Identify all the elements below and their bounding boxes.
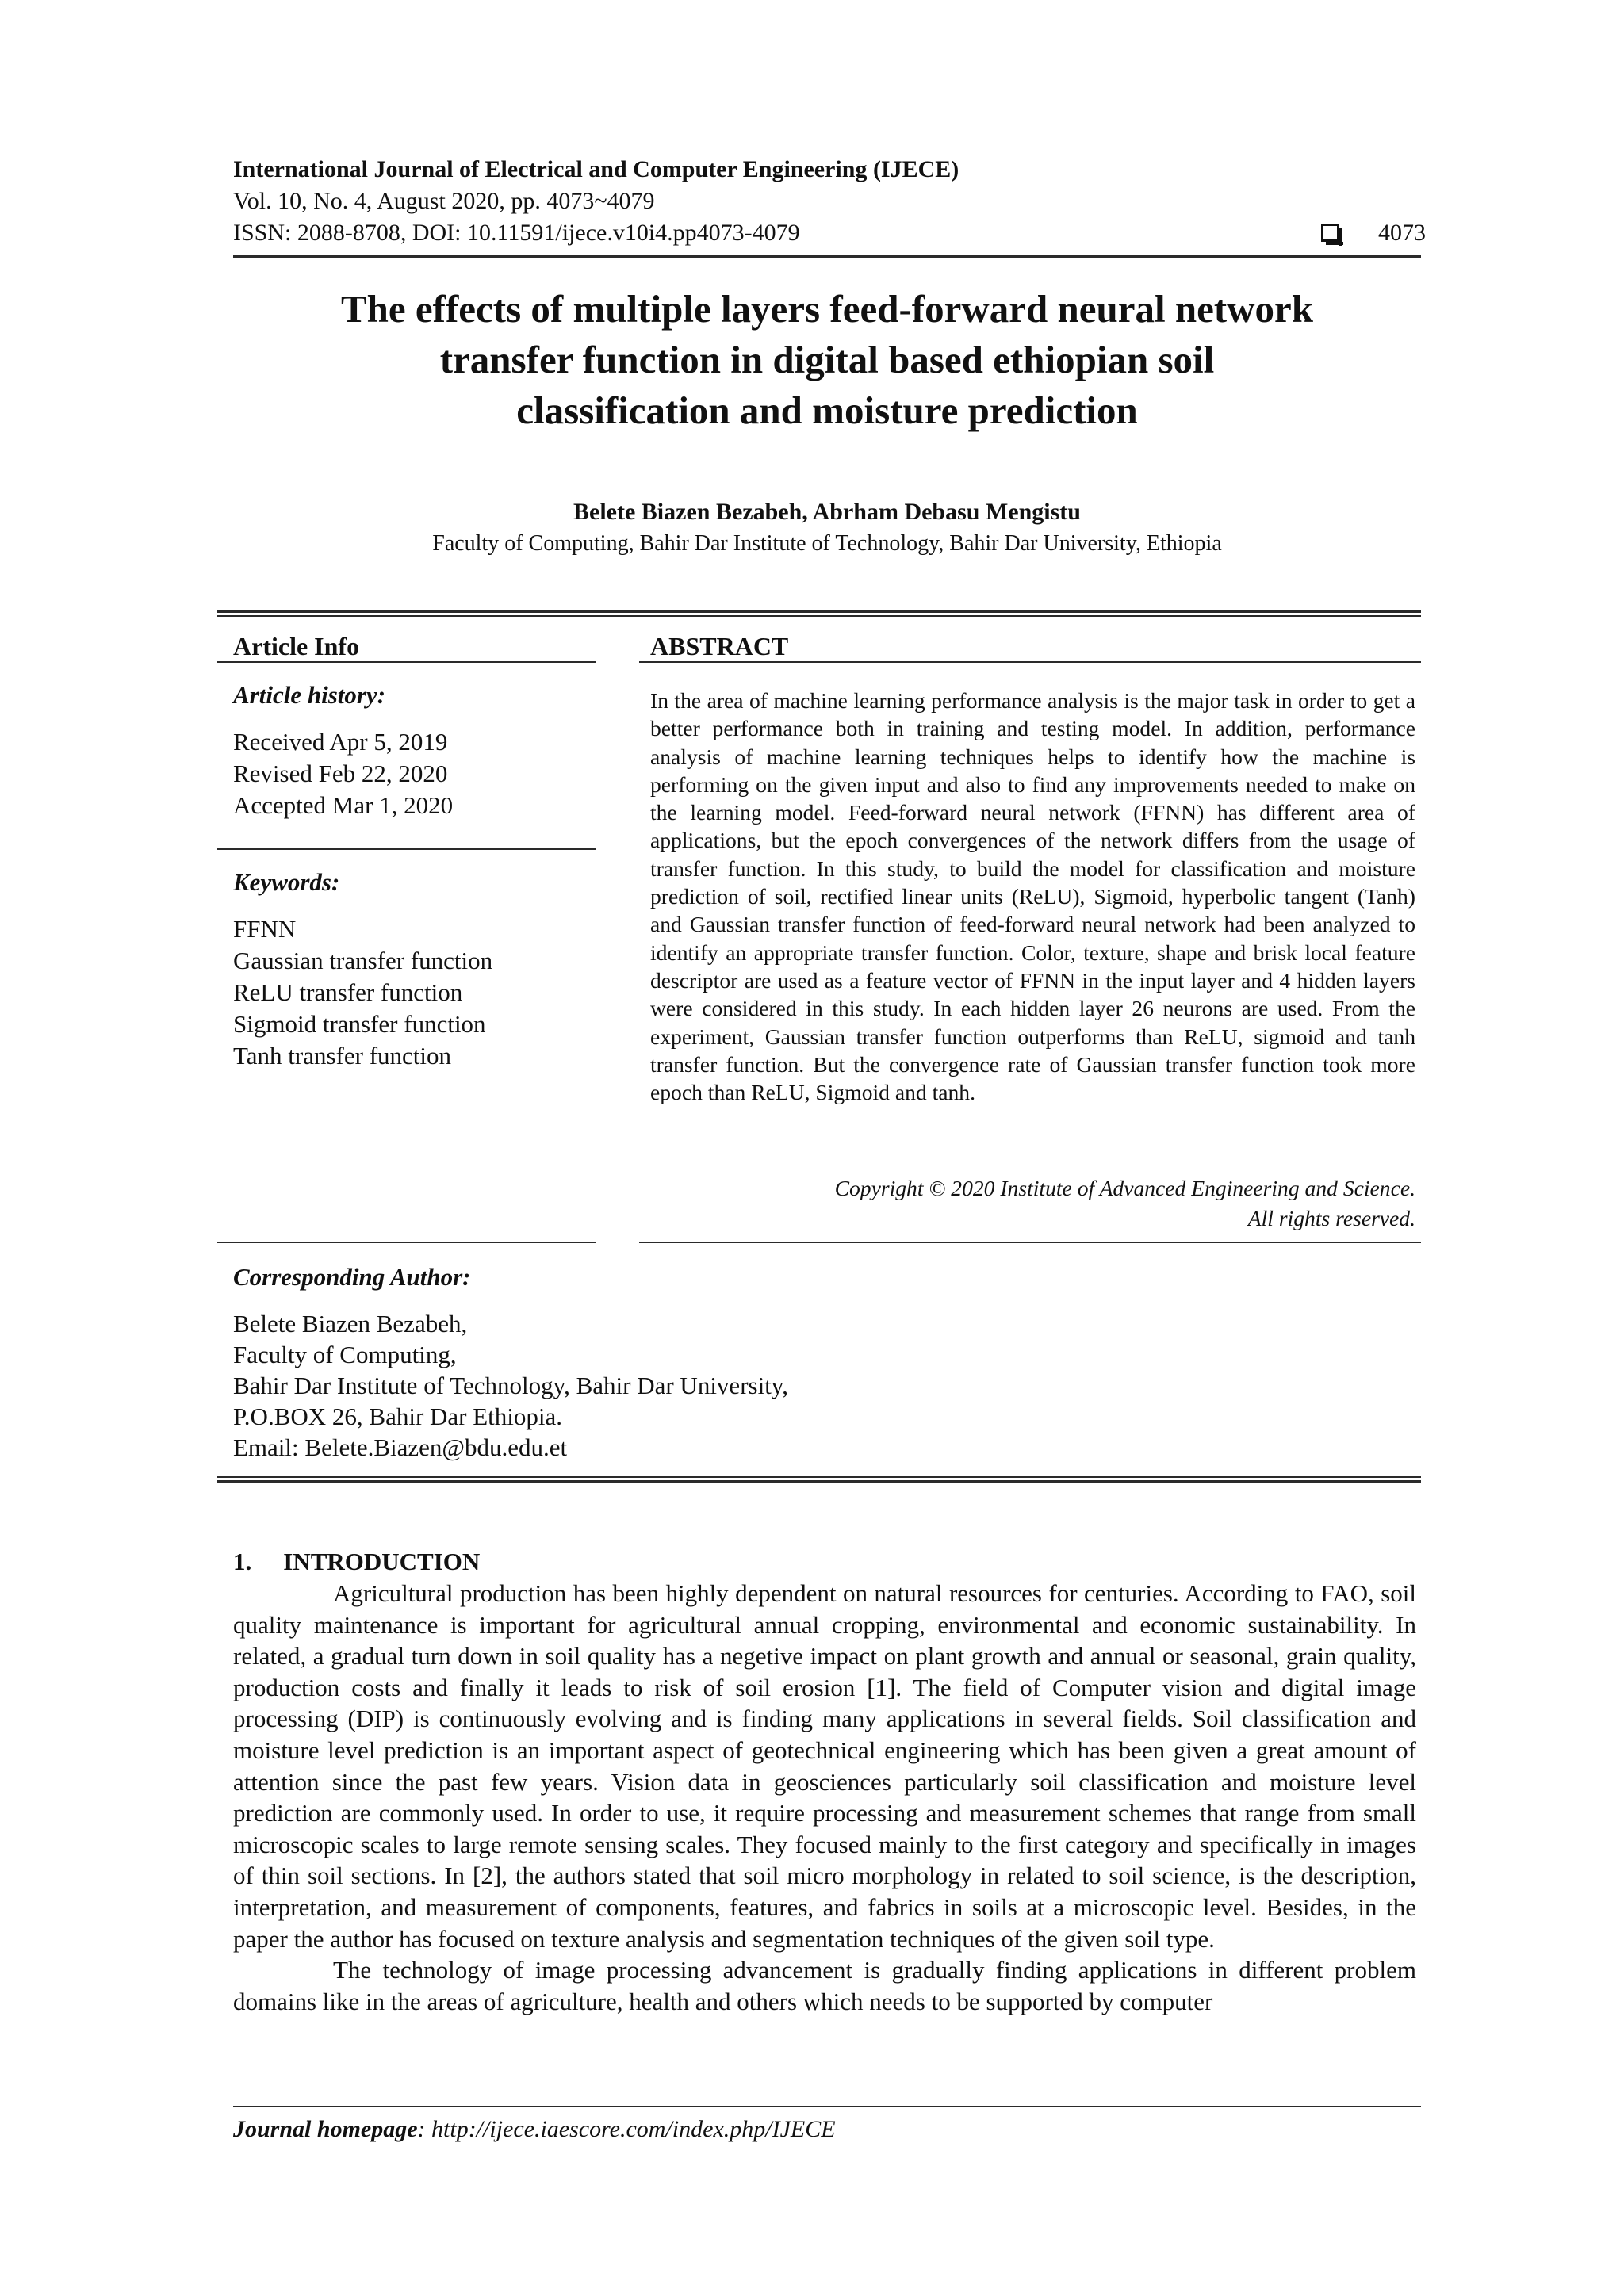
abstract-paragraph: In the area of machine learning performance analysis is the major task in order to get a better performance both in training and testing model. In addition, performance analysis of machine learning techniques helps to identify how the machine is performing on the given input and also to find any improvements needed to make on the learning model. Feed-forward neural network (FFNN) has different area of applications, but the epoch convergences of the network differs from the usage of transfer function. In this study, to build the model for classification and moisture prediction of soil, rectified linear units (ReLU), Sigmoid, hyperbolic tangent (Tanh) and Gaussian transfer function of feed-forward neural network had been analyzed to identify an appropriate transfer function. Color, texture, shape and brisk local feature descriptor are used as a feature vector of FFNN in the input layer and 4 hidden layers were considered in this study. In each hidden layer 26 neurons are used. From the experiment, Gaussian transfer function outperforms than ReLU, sigmoid and tanh transfer function. But the convergence rate of Gaussian transfer function took more epoch than ReLU, Sigmoid and tanh. bbox=[650, 688, 1415, 1105]
homepage-url[interactable]: : http://ijece.iaescore.com/index.php/IJECE bbox=[417, 2116, 836, 2142]
history-revised: Revised Feb 22, 2020 bbox=[233, 760, 448, 787]
intro-paragraph-2: The technology of image processing advancement is gradually finding applications in different problem domains like in the areas of agriculture, health and others which needs to be supported by computer bbox=[233, 1956, 1416, 2015]
homepage-label: Journal homepage bbox=[233, 2116, 418, 2142]
title-line-2: transfer function in digital based ethiopian soil bbox=[439, 338, 1215, 381]
journal-volume: Vol. 10, No. 4, August 2020, pp. 4073~4079 bbox=[233, 188, 655, 214]
info-top-rule-thin bbox=[217, 615, 1421, 617]
keyword-item: FFNN bbox=[233, 915, 297, 943]
title-line-3: classification and moisture prediction bbox=[516, 388, 1138, 432]
affiliation: Faculty of Computing, Bahir Dar Institute of Technology, Bahir Dar University, Ethiopia bbox=[432, 531, 1222, 556]
author-name: Belete Biazen Bezabeh, bbox=[233, 1310, 468, 1337]
introduction-body bbox=[233, 1578, 1416, 2017]
author-institute: Bahir Dar Institute of Technology, Bahir Dar University, bbox=[233, 1372, 789, 1399]
keyword-item: Sigmoid transfer function bbox=[233, 1010, 486, 1038]
keyword-item: Tanh transfer function bbox=[233, 1042, 452, 1070]
section-title: INTRODUCTION bbox=[283, 1548, 481, 1575]
page-number: 4073 bbox=[1378, 220, 1426, 246]
paper-title bbox=[233, 284, 1421, 436]
keyword-item: ReLU transfer function bbox=[233, 978, 463, 1006]
keywords-bottom-rule bbox=[217, 1242, 596, 1243]
author-address: P.O.BOX 26, Bahir Dar Ethiopia. bbox=[233, 1402, 563, 1430]
author-bottom-rule bbox=[217, 1476, 1421, 1478]
journal-issn: ISSN: 2088-8708, DOI: 10.11591/ijece.v10i4.pp4073-4079 bbox=[233, 220, 800, 246]
author-bottom-rule-thick bbox=[217, 1480, 1421, 1483]
journal-homepage bbox=[233, 2115, 836, 2144]
rights-line: All rights reserved. bbox=[1247, 1206, 1415, 1230]
history-received: Received Apr 5, 2019 bbox=[233, 728, 448, 756]
copyright-line: Copyright © 2020 Institute of Advanced Engineering and Science. bbox=[834, 1176, 1415, 1200]
article-history-heading: Article history: bbox=[233, 681, 386, 709]
section-number: 1. bbox=[233, 1548, 252, 1575]
introduction-heading bbox=[233, 1548, 480, 1576]
copyright-notice bbox=[650, 1173, 1415, 1234]
corresponding-author-heading: Corresponding Author: bbox=[233, 1263, 471, 1291]
info-top-rule bbox=[217, 610, 1421, 613]
authors: Belete Biazen Bezabeh, Abrham Debasu Mengistu bbox=[573, 499, 1081, 525]
author-email: Email: Belete.Biazen@bdu.edu.et bbox=[233, 1433, 568, 1461]
journal-name: International Journal of Electrical and Computer Engineering (IJECE) bbox=[233, 156, 959, 182]
footer-rule bbox=[233, 2106, 1421, 2107]
article-info-heading: Article Info bbox=[233, 632, 360, 660]
abstract-text bbox=[650, 687, 1415, 1106]
author-faculty: Faculty of Computing, bbox=[233, 1341, 457, 1368]
history-rule bbox=[217, 848, 596, 850]
keyword-item: Gaussian transfer function bbox=[233, 947, 493, 974]
header-rule bbox=[233, 255, 1421, 258]
article-info-rule bbox=[217, 661, 596, 663]
keywords-heading: Keywords: bbox=[233, 868, 340, 896]
abstract-bottom-rule bbox=[639, 1242, 1421, 1243]
page-box-icon bbox=[1321, 224, 1339, 242]
abstract-rule bbox=[639, 661, 1421, 663]
intro-paragraph-1: Agricultural production has been highly dependent on natural resources for centuries. According to FAO, soil quality maintenance is important for agricultural annual cropping, environmental and economic sustainability. In related, a gradual turn down in soil quality has a negetive impact on plant growth and annual or seasonal, grain quality, production costs and finally it leads to risk of soil erosion [1]. The field of Computer vision and digital image processing (DIP) is continuously evolving and is finding many applications in several fields. Soil classification and moisture level prediction is an important aspect of geotechnical engineering which has been given a great amount of attention since the past few years. Vision data in geosciences particularly soil classification and moisture level prediction are commonly used. In order to use, it require processing and measurement schemes that range from small microscopic scales to large remote sensing scales. They focused mainly to the first category and specifically in images of thin soil sections. In [2], the authors stated that soil micro morphology in related to soil science, is the description, interpretation, and measurement of components, features, and fabrics in soils at a microscopic level. Besides, in the paper the author has focused on texture analysis and segmentation techniques of the given soil type. bbox=[233, 1579, 1416, 1953]
title-line-1: The effects of multiple layers feed-forward neural network bbox=[340, 287, 1314, 331]
abstract-heading: ABSTRACT bbox=[650, 632, 789, 660]
history-accepted: Accepted Mar 1, 2020 bbox=[233, 791, 454, 819]
